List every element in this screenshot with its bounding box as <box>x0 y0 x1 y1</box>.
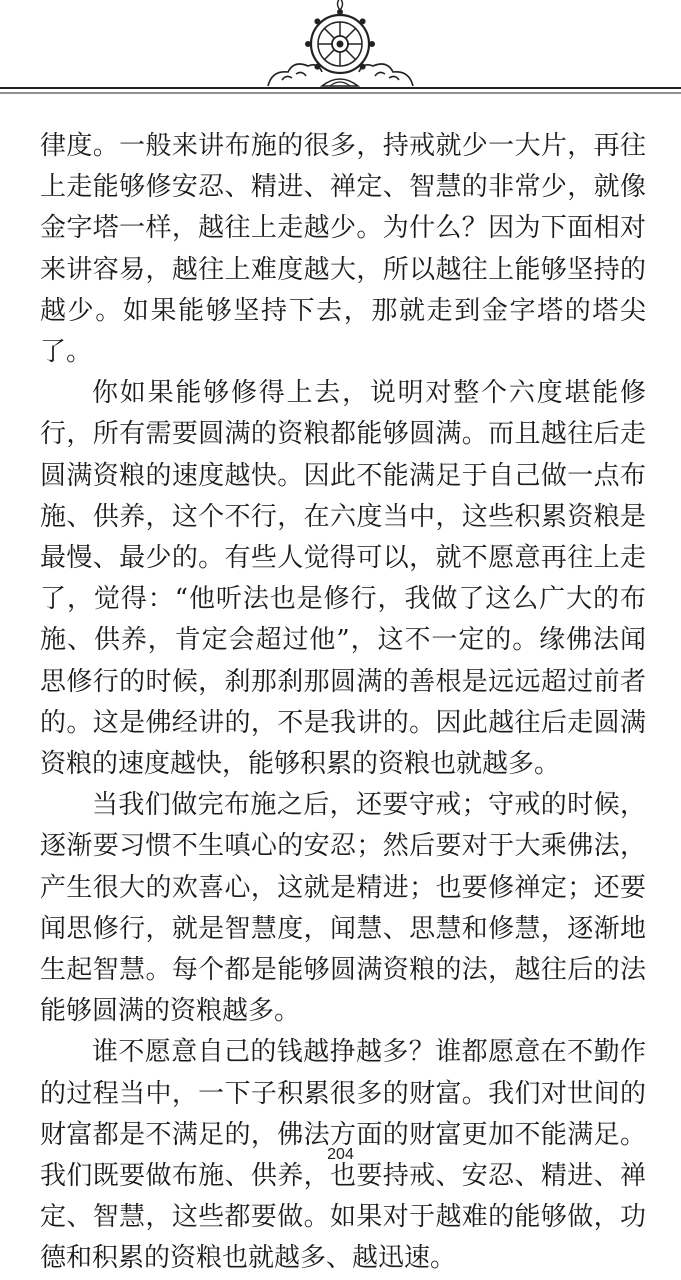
page-number: 204 <box>327 1146 354 1163</box>
dharma-wheel-icon <box>0 0 681 110</box>
page-header-ornament <box>0 0 681 110</box>
page-body <box>40 126 646 1280</box>
paragraph: 你如果能够修得上去，说明对整个六度堪能修行，所有需要圆满的资粮都能够圆满。而且越往后走圆满资粮的速度越快。因此不能满足于自己做一点布施、供养，这个不行，在六度当中，这些积累资粮是最慢、最少的。有些人觉得可以，就不愿意再往上走了，觉得：“他听法也是修行，我做了这么广大的布施、供养，肯定会超过他”，这不一定的。缘佛法闻思修行的时候，刹那刹那圆满的善根是远远超过前者的。这是佛经讲的，不是我讲的。因此越往后走圆满资粮的速度越快，能够积累的资粮也就越多。 <box>40 378 646 780</box>
paragraph: 谁不愿意自己的钱越挣越多？谁都愿意在不勤作的过程当中，一下子积累很多的财富。我们对世间的财富都是不满足的，佛法方面的财富更加不能满足。我们既要做布施、供养，也要持戒、安忍、精进、禅定、智慧，这些都要做。如果对于越难的能够做，功德和积累的资粮也就越多、越迅速。 <box>40 1037 646 1274</box>
paragraph: 律度。一般来讲布施的很多，持戒就少一大片，再往上走能够修安忍、精进、禅定、智慧的非常少，就像金字塔一样，越往上走越少。为什么？因为下面相对来讲容易，越往上难度越大，所以越往上能够坚持的越少。如果能够坚持下去，那就走到金字塔的塔尖了。 <box>40 131 646 368</box>
paragraph: 当我们做完布施之后，还要守戒；守戒的时候，逐渐要习惯不生嗔心的安忍；然后要对于大乘佛法，产生很大的欢喜心，这就是精进；也要修禅定；还要闻思修行，就是智慧度，闻慧、思慧和修慧，逐渐地生起智慧。每个都是能够圆满资粮的法，越往后的法能够圆满的资粮越多。 <box>40 790 646 1027</box>
